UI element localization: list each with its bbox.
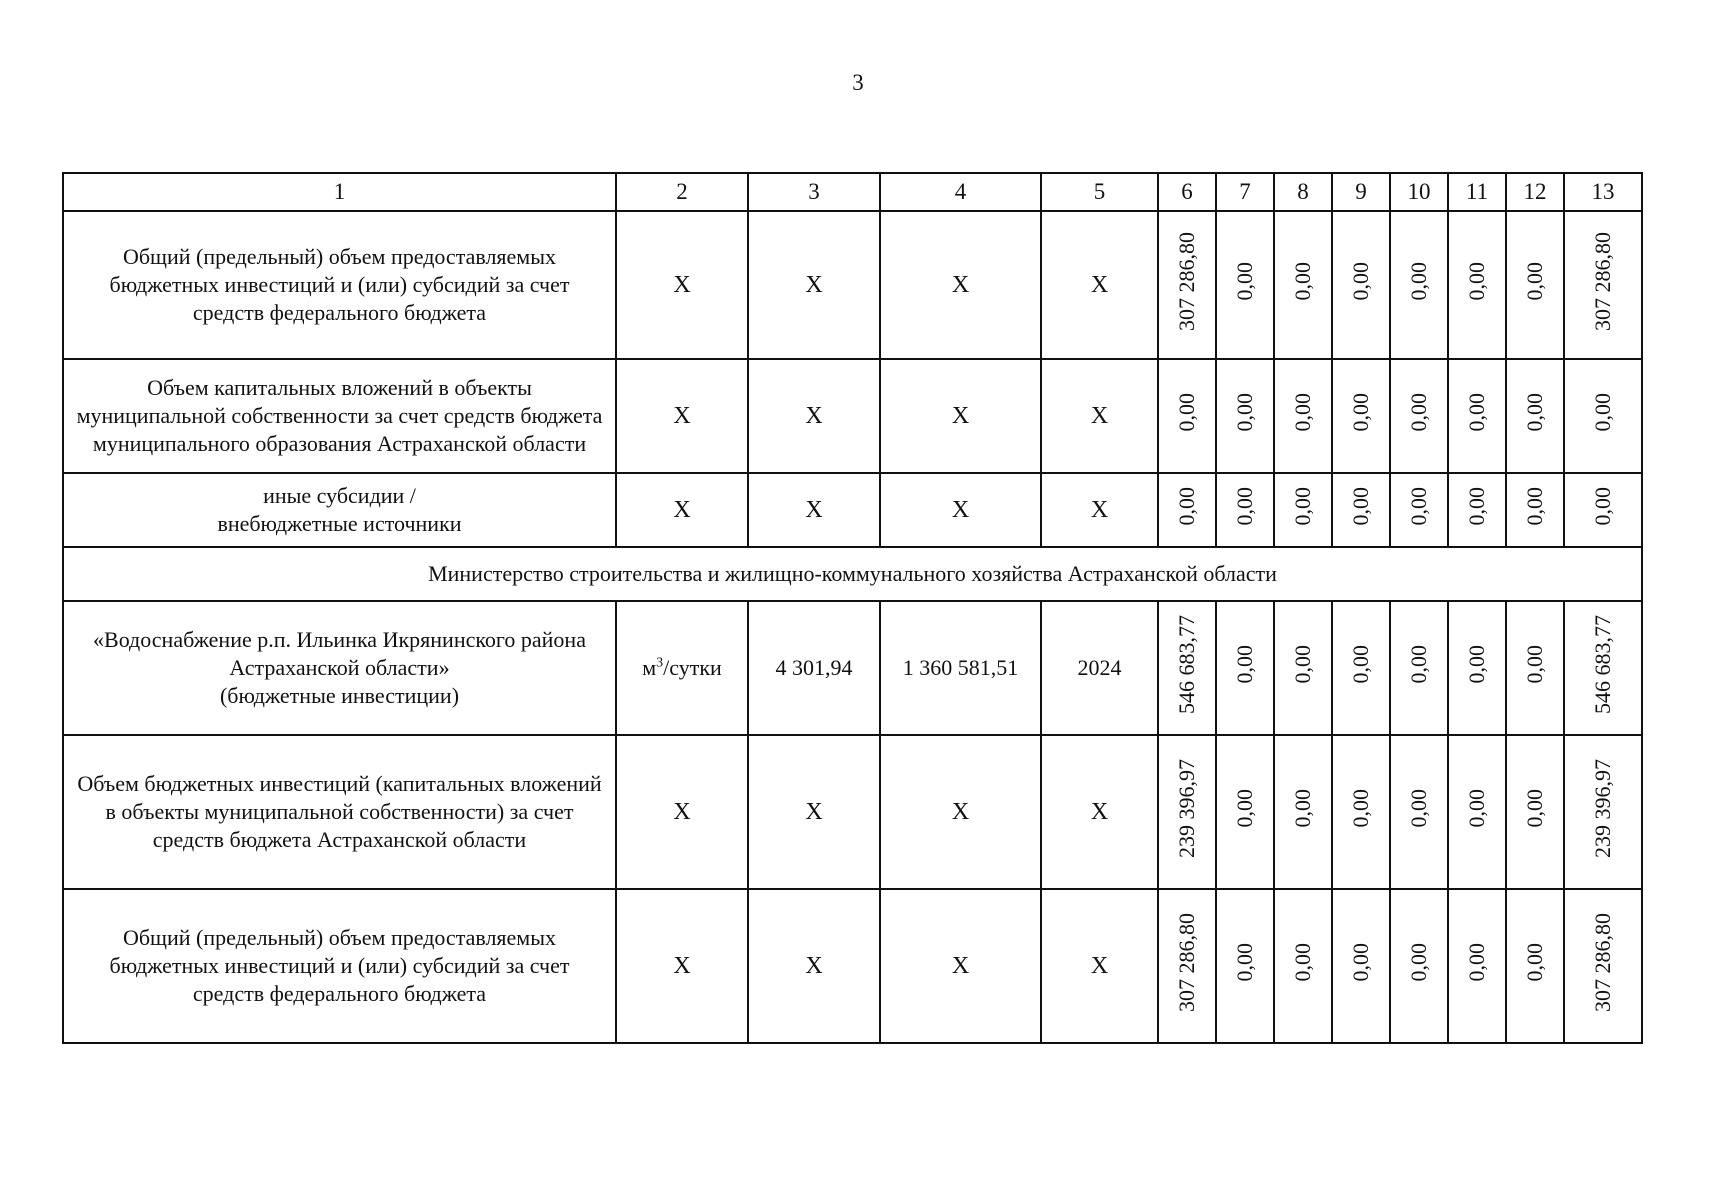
value-text: 307 286,80 xyxy=(1174,913,1199,1012)
cell-value xyxy=(1158,601,1216,735)
cell-value xyxy=(1332,473,1390,547)
cell-value xyxy=(1506,601,1564,735)
value-text: 546 683,77 xyxy=(1590,615,1615,714)
cell-capacity: X xyxy=(748,211,880,359)
cell-unit: X xyxy=(616,889,748,1043)
cell-value xyxy=(1274,601,1332,735)
cell-value xyxy=(1216,889,1274,1043)
col-header: 10 xyxy=(1390,173,1448,211)
col-header: 12 xyxy=(1506,173,1564,211)
cell-year: X xyxy=(1041,889,1158,1043)
section-row xyxy=(63,547,1642,601)
value-text: 0,00 xyxy=(1406,943,1431,982)
cell-value xyxy=(1390,211,1448,359)
cell-value xyxy=(1216,211,1274,359)
value-text: 0,00 xyxy=(1348,393,1373,432)
cell-value xyxy=(1564,473,1642,547)
cell-capacity: X xyxy=(748,735,880,889)
value-text: 0,00 xyxy=(1590,393,1615,432)
col-header: 6 xyxy=(1158,173,1216,211)
value-text: 307 286,80 xyxy=(1174,232,1199,331)
cell-cost: X xyxy=(880,473,1041,547)
cell-value xyxy=(1332,601,1390,735)
cell-value xyxy=(1506,735,1564,889)
page-number: 3 xyxy=(852,70,864,95)
cell-value xyxy=(1274,735,1332,889)
cell-cost: 1 360 581,51 xyxy=(880,601,1041,735)
cell-capacity: 4 301,94 xyxy=(748,601,880,735)
cell-value xyxy=(1390,473,1448,547)
header-row xyxy=(63,173,1642,211)
cell-value xyxy=(1390,359,1448,473)
value-text: 0,00 xyxy=(1174,487,1199,526)
col-header: 2 xyxy=(616,173,748,211)
value-text: 0,00 xyxy=(1348,789,1373,828)
cell-value xyxy=(1564,735,1642,889)
cell-year: X xyxy=(1041,359,1158,473)
value-text: 0,00 xyxy=(1290,943,1315,982)
cell-value xyxy=(1448,601,1506,735)
table-row xyxy=(63,473,1642,547)
value-text: 0,00 xyxy=(1464,262,1489,301)
cell-unit xyxy=(616,601,748,735)
value-text: 0,00 xyxy=(1464,645,1489,684)
cell-value xyxy=(1506,889,1564,1043)
value-text: 0,00 xyxy=(1232,645,1257,684)
value-text: 0,00 xyxy=(1522,487,1547,526)
value-text: 239 396,97 xyxy=(1174,759,1199,858)
cell-value xyxy=(1390,735,1448,889)
cell-value xyxy=(1158,889,1216,1043)
col-header: 13 xyxy=(1564,173,1642,211)
cell-value xyxy=(1274,473,1332,547)
value-text: 0,00 xyxy=(1290,789,1315,828)
value-text: 239 396,97 xyxy=(1590,759,1615,858)
col-header: 8 xyxy=(1274,173,1332,211)
cell-value xyxy=(1506,211,1564,359)
cell-value xyxy=(1390,889,1448,1043)
value-text: 0,00 xyxy=(1290,262,1315,301)
value-text: 0,00 xyxy=(1348,262,1373,301)
table-row xyxy=(63,889,1642,1043)
cell-cost: X xyxy=(880,211,1041,359)
value-text: 0,00 xyxy=(1232,393,1257,432)
cell-value xyxy=(1158,735,1216,889)
cell-value xyxy=(1216,601,1274,735)
cell-value xyxy=(1390,601,1448,735)
value-text: 0,00 xyxy=(1522,393,1547,432)
col-header: 5 xyxy=(1041,173,1158,211)
value-text: 0,00 xyxy=(1406,262,1431,301)
section-title: Министерство строительства и жилищно-коммунального хозяйства Астраханской области xyxy=(63,547,1642,601)
value-text: 0,00 xyxy=(1232,789,1257,828)
cell-value xyxy=(1448,735,1506,889)
value-text: 0,00 xyxy=(1174,393,1199,432)
value-text: 0,00 xyxy=(1290,393,1315,432)
row-description: Объем бюджетных инвестиций (капитальных вложений в объекты муниципальной собственности) за счет средств бюджета Астраханской области xyxy=(63,735,616,889)
cell-value xyxy=(1332,889,1390,1043)
row-description xyxy=(63,601,616,735)
cell-value xyxy=(1158,473,1216,547)
unit-rest: /сутки xyxy=(663,655,722,680)
value-text: 0,00 xyxy=(1406,487,1431,526)
cell-value xyxy=(1274,359,1332,473)
value-text: 0,00 xyxy=(1290,645,1315,684)
cell-value xyxy=(1158,359,1216,473)
value-text: 0,00 xyxy=(1406,645,1431,684)
value-text: 0,00 xyxy=(1406,789,1431,828)
cell-capacity: X xyxy=(748,889,880,1043)
cell-unit: X xyxy=(616,359,748,473)
unit-base: м xyxy=(642,655,657,680)
cell-value xyxy=(1332,359,1390,473)
value-text: 0,00 xyxy=(1348,487,1373,526)
col-header: 4 xyxy=(880,173,1041,211)
value-text: 307 286,80 xyxy=(1590,913,1615,1012)
value-text: 0,00 xyxy=(1348,943,1373,982)
col-header: 3 xyxy=(748,173,880,211)
cell-unit: X xyxy=(616,473,748,547)
cell-value xyxy=(1448,473,1506,547)
value-text: 546 683,77 xyxy=(1174,615,1199,714)
cell-value xyxy=(1506,473,1564,547)
cell-value xyxy=(1506,359,1564,473)
cell-value xyxy=(1216,735,1274,889)
cell-value xyxy=(1564,889,1642,1043)
value-text: 0,00 xyxy=(1522,943,1547,982)
cell-value xyxy=(1448,359,1506,473)
cell-unit: X xyxy=(616,735,748,889)
value-text: 0,00 xyxy=(1464,943,1489,982)
value-text: 0,00 xyxy=(1464,789,1489,828)
cell-cost: X xyxy=(880,889,1041,1043)
cell-value xyxy=(1448,211,1506,359)
cell-cost: X xyxy=(880,735,1041,889)
desc-line: внебюджетные источники xyxy=(217,511,462,536)
value-text: 0,00 xyxy=(1464,487,1489,526)
cell-value xyxy=(1564,211,1642,359)
cell-value xyxy=(1274,211,1332,359)
cell-year: X xyxy=(1041,473,1158,547)
value-text: 0,00 xyxy=(1590,487,1615,526)
cell-value xyxy=(1564,601,1642,735)
table-row xyxy=(63,735,1642,889)
cell-value xyxy=(1564,359,1642,473)
value-text: 307 286,80 xyxy=(1590,232,1615,331)
cell-year: X xyxy=(1041,211,1158,359)
cell-value xyxy=(1332,735,1390,889)
value-text: 0,00 xyxy=(1232,487,1257,526)
investment-table xyxy=(62,172,1643,1044)
value-text: 0,00 xyxy=(1522,789,1547,828)
value-text: 0,00 xyxy=(1464,393,1489,432)
cell-cost: X xyxy=(880,359,1041,473)
value-text: 0,00 xyxy=(1348,645,1373,684)
value-text: 0,00 xyxy=(1232,943,1257,982)
cell-year: 2024 xyxy=(1041,601,1158,735)
table-row xyxy=(63,211,1642,359)
cell-unit: X xyxy=(616,211,748,359)
table-row xyxy=(63,359,1642,473)
col-header: 9 xyxy=(1332,173,1390,211)
desc-line: иные субсидии / xyxy=(263,483,416,508)
row-description xyxy=(63,473,616,547)
row-description: Общий (предельный) объем предоставляемых бюджетных инвестиций и (или) субсидий за счет средств федерального бюджета xyxy=(63,211,616,359)
value-text: 0,00 xyxy=(1522,262,1547,301)
cell-value xyxy=(1274,889,1332,1043)
value-text: 0,00 xyxy=(1232,262,1257,301)
col-header: 7 xyxy=(1216,173,1274,211)
row-description: Общий (предельный) объем предоставляемых бюджетных инвестиций и (или) субсидий за счет средств федерального бюджета xyxy=(63,889,616,1043)
cell-capacity: X xyxy=(748,359,880,473)
cell-value xyxy=(1216,359,1274,473)
col-header: 11 xyxy=(1448,173,1506,211)
unit-sup: 3 xyxy=(656,655,664,671)
value-text: 0,00 xyxy=(1522,645,1547,684)
table-row xyxy=(63,601,1642,735)
cell-capacity: X xyxy=(748,473,880,547)
value-text: 0,00 xyxy=(1406,393,1431,432)
desc-line: (бюджетные инвестиции) xyxy=(219,683,460,708)
value-text: 0,00 xyxy=(1290,487,1315,526)
cell-value xyxy=(1158,211,1216,359)
cell-value xyxy=(1332,211,1390,359)
desc-line: «Водоснабжение р.п. Ильинка Икрянинского района Астраханской области» xyxy=(93,627,586,680)
row-description: Объем капитальных вложений в объекты муниципальной собственности за счет средств бюджета муниципального образования Астраханской области xyxy=(63,359,616,473)
cell-value xyxy=(1216,473,1274,547)
cell-value xyxy=(1448,889,1506,1043)
cell-year: X xyxy=(1041,735,1158,889)
col-header: 1 xyxy=(63,173,616,211)
